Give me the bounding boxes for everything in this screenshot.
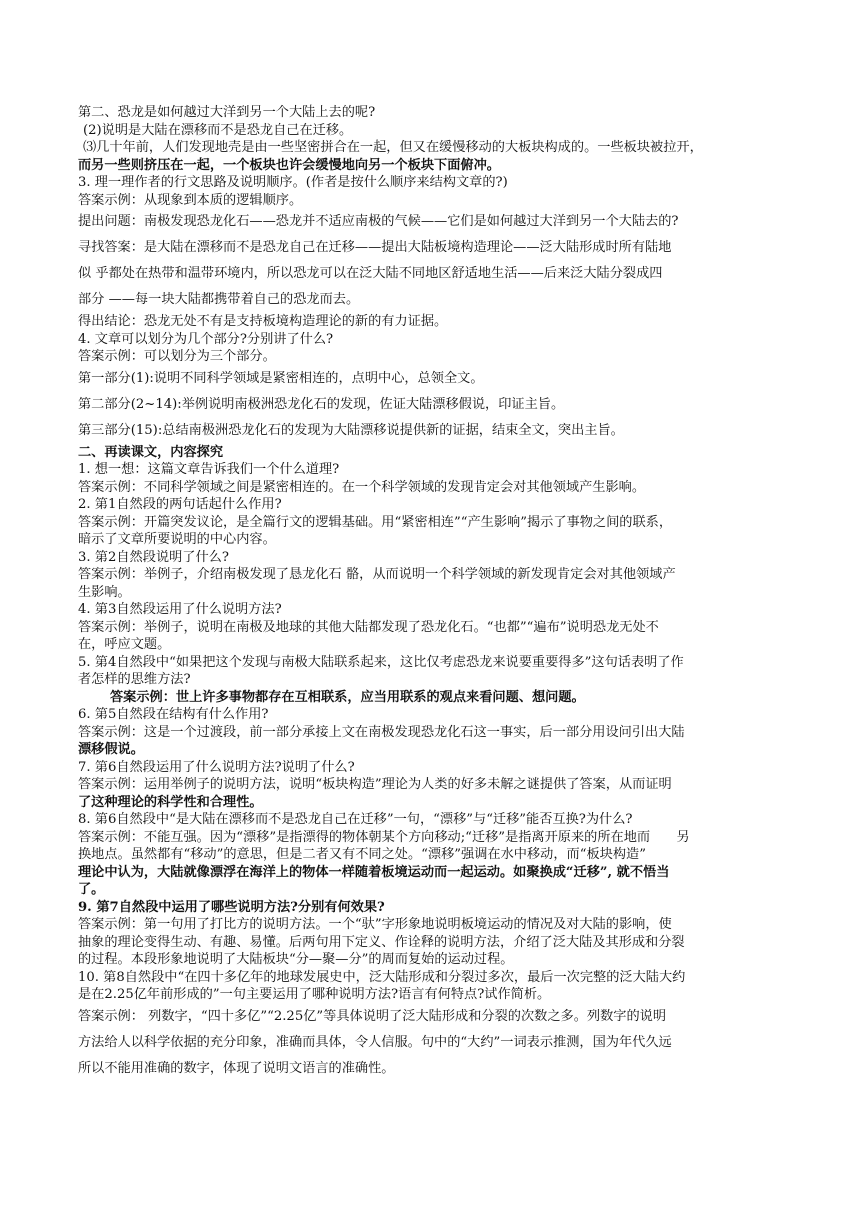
text-line: 1. 想一想：这篇文章告诉我们一个什么道理? — [78, 462, 340, 477]
text-line: 4. 文章可以划分为几个部分?分别讲了什么? — [78, 331, 334, 347]
text-line: 答案示例：第一句用了打比方的说明方法。一个“驮”字形象地说明板境运动的情况及对大陆的影响，使 — [78, 917, 672, 932]
document-body — [78, 104, 778, 1082]
text-line: 3. 第2自然段说明了什么? — [78, 549, 229, 565]
text-line: 抽象的理论变得生动、有趣、易懂。后两句用下定义、作诠释的说明方法，介绍了泛大陆及其形成和分裂 — [78, 934, 685, 950]
text-line: 答案示例：举例子，说明在南极及地球的其他大陆都发现了恐龙化石。“也都”“遍布”说明恐龙无处不 — [78, 619, 659, 635]
text-line: 答案示例：可以划分为三个部分。 — [78, 349, 276, 364]
text-line: 得出结论：恐龙无处不有是支持板境构造理论的新的有力证据。 — [78, 314, 448, 329]
text-line: 漂移假说。 — [78, 742, 144, 757]
text-line: 第一部分(1):说明不同科学领域是紧密相连的，点明中心，总领全文。 — [78, 370, 484, 386]
text-line: 生影响。 — [78, 584, 131, 600]
text-line: 9. 第7自然段中运用了哪些说明方法?分别有何效果? — [78, 899, 385, 915]
text-line: (2)说明是大陆在漂移而不是恐龙自己在迁移。 — [83, 122, 353, 138]
text-line: 答案示例：从现象到本质的逻辑顺序。 — [78, 192, 303, 208]
text-line: 第三部分(15):总结南极洲恐龙化石的发现为大陆漂移说提供新的证据，结束全文，突出主旨。 — [78, 422, 624, 438]
text-line: 第二、恐龙是如何越过大洋到另一个大陆上去的呢? — [78, 105, 376, 120]
text-line: 提出问题：南极发现恐龙化石——恐龙并不适应南极的气候——它们是如何越过大洋到另一个大陆去的? — [78, 214, 679, 229]
text-line: 似 乎都处在热带和温带环境内，所以恐龙可以在泛大陆不同地区舒适地生活——后来泛大陆分裂成四 — [78, 266, 663, 281]
text-line: 答案示例：世上许多事物都存在互相联系，应当用联系的观点来看问题、想问题。 — [110, 689, 585, 705]
text-line: 第二部分(2~14):举例说明南极洲恐龙化石的发现，佐证大陆漂移假说，印证主旨。 — [78, 396, 565, 412]
text-line: ⑶几十年前，人们发现地壳是由一些坚密拼合在一起，但又在缓慢移动的大板块构成的。一些板块被拉开， — [83, 140, 703, 155]
text-line: 而另一些则挤压在一起，一个板块也许会缓慢地向另一个板块下面俯冲。 — [78, 157, 500, 173]
text-line: 换地点。虽然都有“移动”的意思，但是二者又有不同之处。“漂移”强调在水中移动，而“板块构造” — [78, 847, 646, 862]
text-line: 是在2.25亿年前形成的”一句主要运用了哪种说明方法?语言有何特点?试作简析。 — [78, 987, 551, 1002]
text-line: 答案示例：不同科学领域之间是紧密相连的。在一个科学领域的发现肯定会对其他领域产生影响。 — [78, 479, 646, 495]
text-line: 答案示例：不能互强。因为“漂移”是指漂得的物体朝某个方向移动;“迁移”是指离开原来的所在地而 另 — [78, 829, 690, 845]
text-line: 答案示例： 列数字，“四十多亿”“2.25亿”等具体说明了泛大陆形成和分裂的次数之多。列数字的说明 — [78, 1008, 667, 1024]
text-line: 7. 第6自然段运用了什么说明方法?说明了什么? — [78, 759, 355, 775]
text-line: 方法给人以科学依据的充分印象，准确而具体，令人信服。句中的“大约”一词表示推测，国为年代久远 — [78, 1034, 672, 1050]
text-line: 部分 ——每一块大陆都携带着自己的恐龙而去。 — [78, 292, 360, 307]
text-line: 3. 理一理作者的行文思路及说明顺序。(作者是按什么顺序来结构文章的?) — [78, 175, 508, 190]
text-line: 答案示例：举例子，介绍南极发现了恳龙化石 骼，从而说明一个科学领域的新发现肯定会对其他领域产 — [78, 567, 676, 582]
text-line: 2. 第1自然段的两句话起什么作用? — [78, 497, 282, 512]
text-line: 了这种理论的科学性和合理性。 — [78, 794, 263, 810]
text-line: 8. 第6自然段中“是大陆在漂移而不是恐龙自己在迁移”一句，“漂移”与“迁移”能否互换?为什么? — [78, 812, 633, 827]
text-line: 5. 第4自然段中“如果把这个发现与南极大陆联系起来，这比仅考虑恐龙来说要重要得多”这句话表明了作 — [78, 654, 684, 670]
text-line: 暗示了文章所要说明的中心内容。 — [78, 532, 276, 547]
text-line: 者怎样的思维方法? — [78, 672, 191, 687]
text-line: 答案示例：开篇突发议论，是全篇行文的逻辑基础。用“紧密相连”“产生影响”揭示了事物之间的联系， — [78, 514, 673, 530]
text-line: 所以不能用准确的数字，体现了说明文语言的准确性。 — [78, 1060, 395, 1076]
text-line: 答案示例：这是一个过渡段，前一部分承接上文在南极发现恐龙化石这一事实，后一部分用设问引出大陆 — [78, 724, 685, 740]
text-line: 答案示例：运用举例子的说明方法，说明“板块构造”理论为人类的好多未解之谜提供了答案，从而证明 — [78, 777, 672, 792]
text-line: 了。 — [78, 882, 105, 897]
text-line: 寻找答案：是大陆在漂移而不是恐龙自己在迁移——提出大陆板境构造理论——泛大陆形成时所有陆地 — [78, 240, 672, 255]
text-line: 二、再读课文，内容探究 — [78, 444, 224, 460]
text-line: 10. 第8自然段中“在四十多亿年的地球发展史中，泛大陆形成和分裂过多次，最后一次完整的泛大陆大约 — [78, 969, 686, 985]
text-line: 理论中认为，大陆就像漂浮在海洋上的物体一样随着板境运动而一起运动。如聚换成“迁移”, 就不悟当 — [78, 864, 670, 880]
text-line: 6. 第5自然段在结构有什么作用? — [78, 707, 269, 722]
text-line: 在，呼应文题。 — [78, 637, 171, 652]
text-line: 的过程。本段形象地说明了大陆板块“分—聚—分”的周而复始的运动过程。 — [78, 952, 514, 967]
text-line: 4. 第3自然段运用了什么说明方法? — [78, 602, 282, 617]
